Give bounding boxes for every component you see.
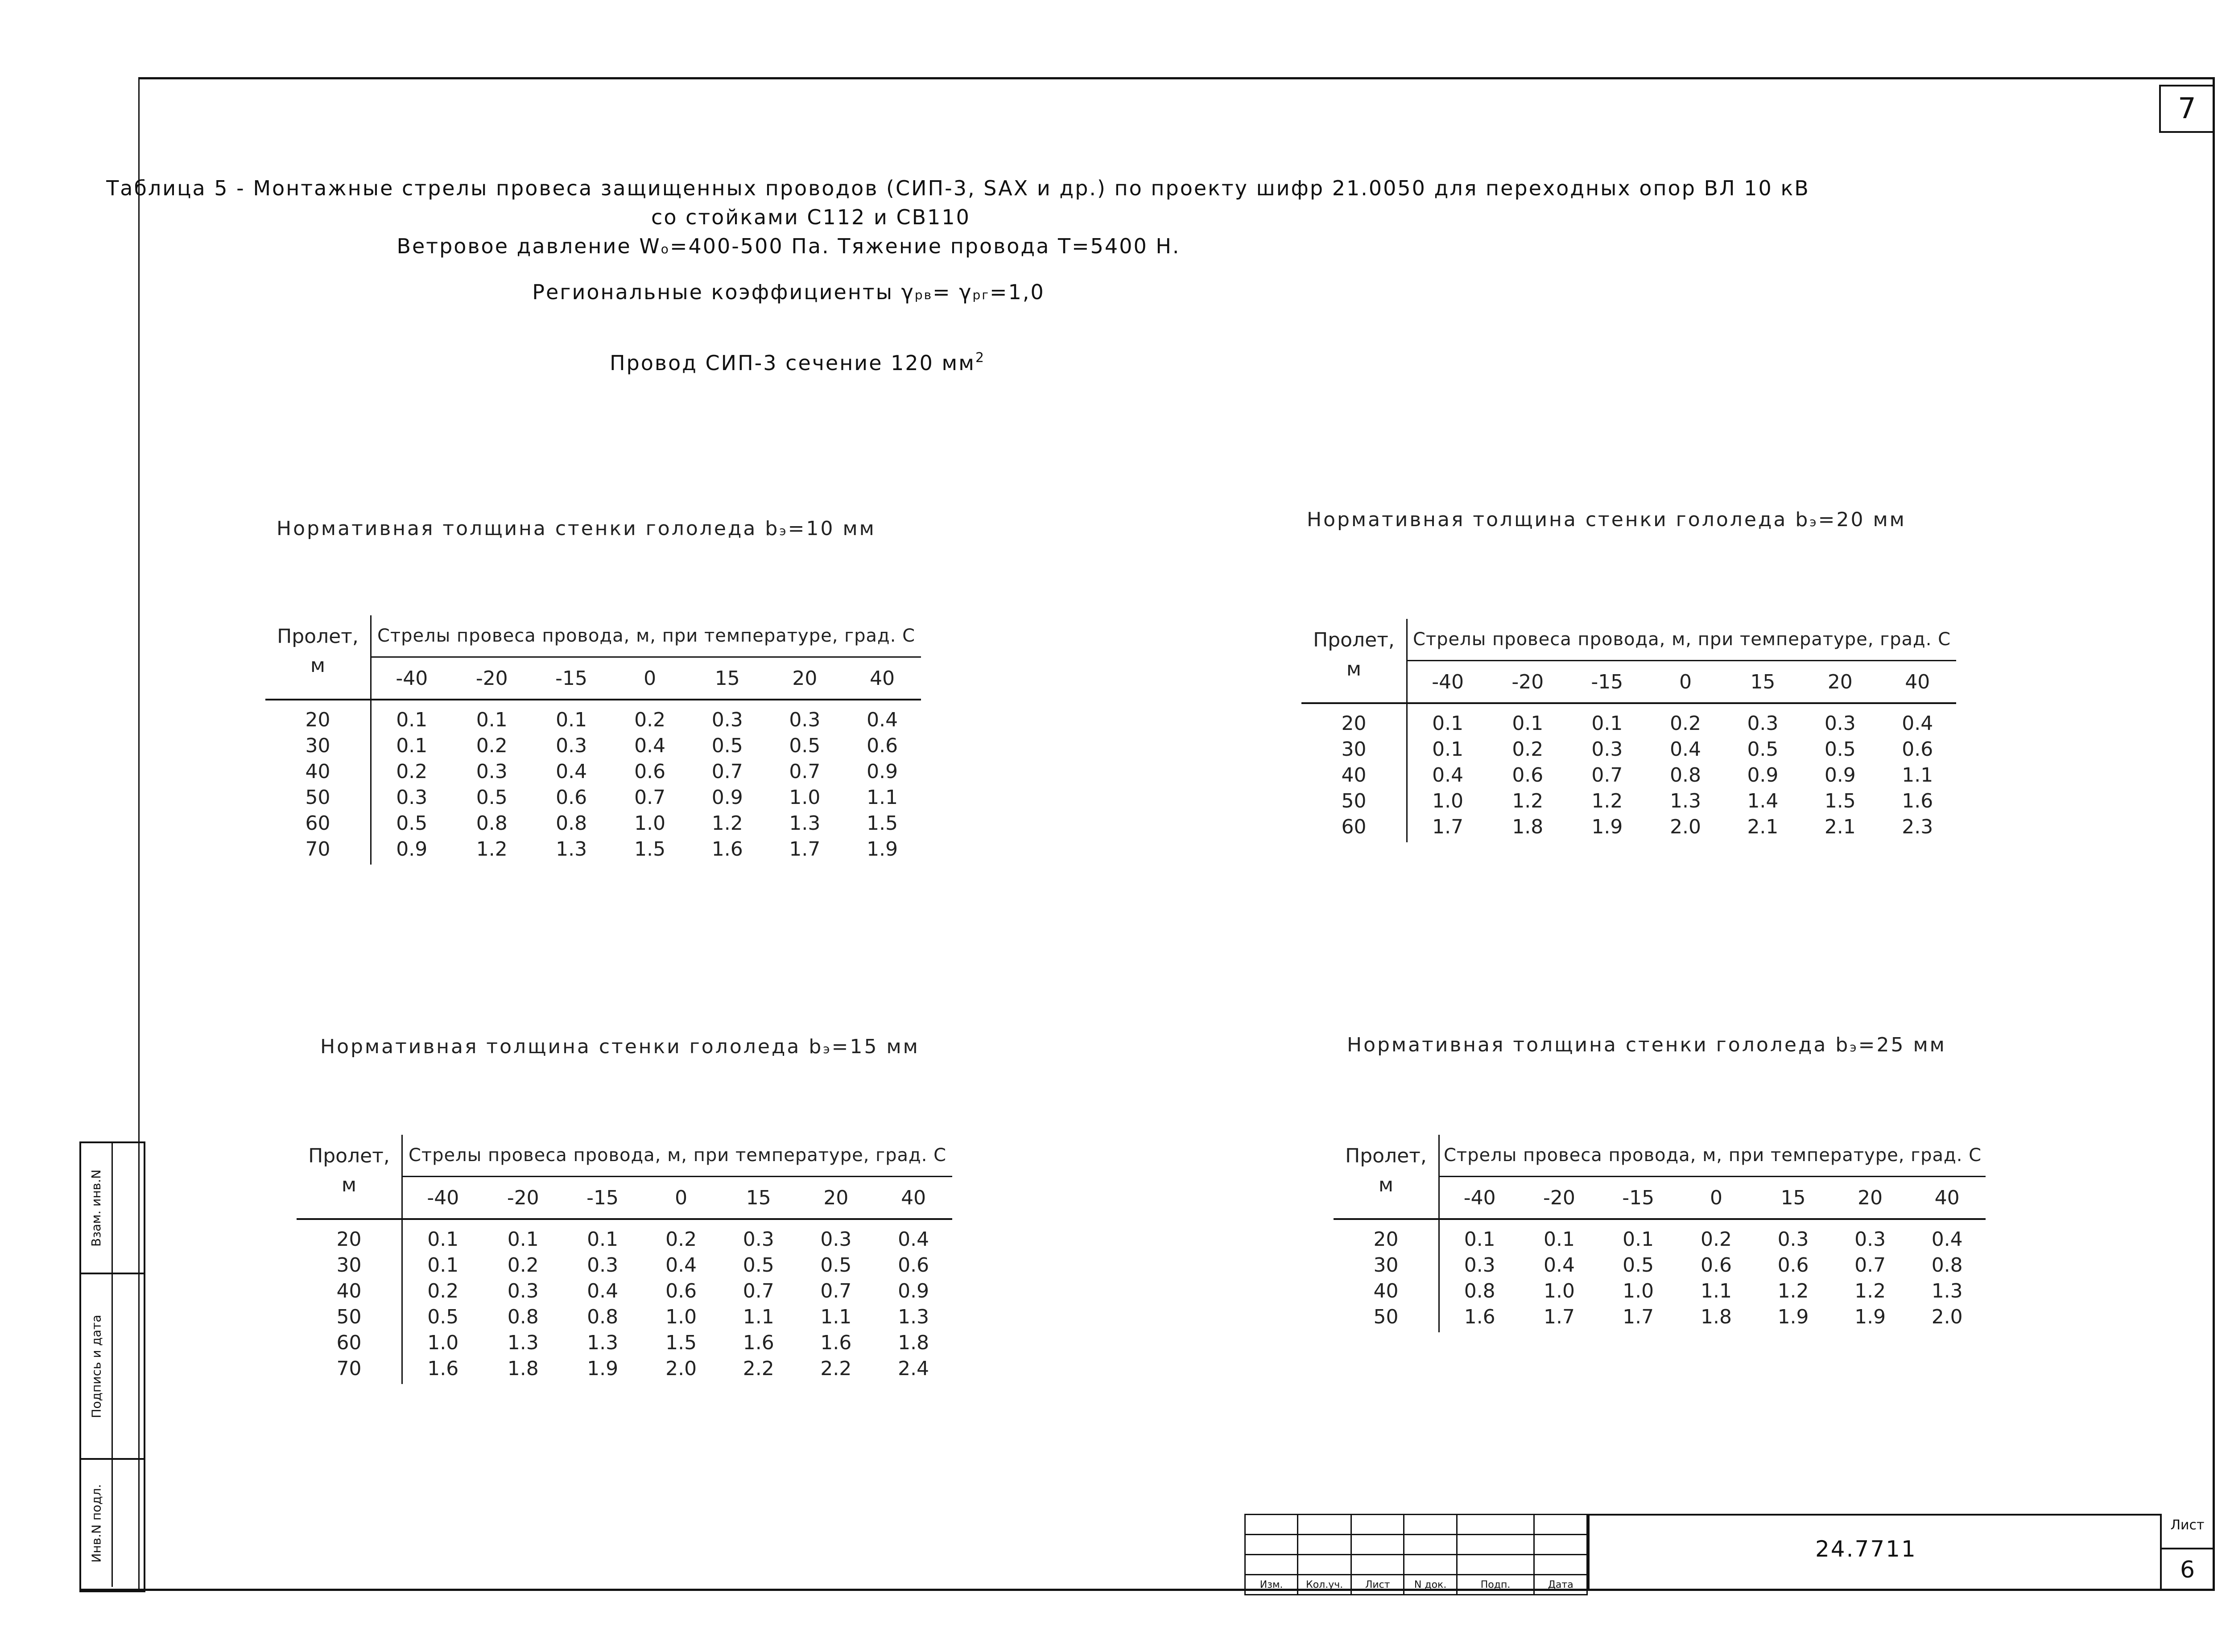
sag-value: 1.8 — [507, 1357, 539, 1380]
span-value: 40 — [265, 758, 371, 784]
span-header: Пролет, — [277, 625, 359, 648]
sag-value: 1.2 — [476, 837, 508, 861]
sag-value: 0.1 — [556, 708, 587, 731]
title-line-2: со стойками С112 и СВ110 — [651, 205, 970, 229]
sag-value: 0.3 — [476, 760, 508, 783]
sheet-label: Лист — [2170, 1517, 2205, 1533]
sag-value: 1.0 — [789, 786, 821, 809]
sag-value: 0.9 — [711, 786, 743, 809]
span-value: 70 — [265, 836, 371, 865]
regional-coef-line — [0, 280, 1916, 304]
sag-value: 1.9 — [1777, 1305, 1809, 1328]
temperature-header: 0 — [1647, 661, 1724, 704]
sag-value: 0.4 — [1543, 1253, 1575, 1277]
sag-value: 0.2 — [1701, 1228, 1732, 1251]
sag-value: 1.0 — [1543, 1279, 1575, 1302]
span-value: 40 — [1301, 762, 1407, 788]
sag-value: 1.1 — [867, 786, 898, 809]
sag-value: 0.2 — [427, 1279, 459, 1302]
sag-value: 0.4 — [1670, 737, 1701, 761]
table-row — [265, 733, 921, 758]
temperature-header: 20 — [766, 657, 844, 700]
sag-value: 2.2 — [820, 1357, 852, 1380]
sag-value: 0.1 — [1432, 712, 1464, 735]
temperature-header: -15 — [1567, 661, 1647, 704]
table-row — [1334, 1219, 1986, 1252]
sag-value: 1.3 — [507, 1331, 539, 1354]
sag-value: 1.7 — [789, 837, 821, 861]
span-unit: м — [1378, 1174, 1394, 1196]
sag-value: 0.1 — [427, 1228, 459, 1251]
temperature-header: -20 — [483, 1177, 563, 1219]
coef-sub-1: рв — [914, 288, 933, 302]
sag-value: 0.6 — [1701, 1253, 1732, 1277]
sag-value: 0.6 — [1512, 763, 1544, 787]
sag-value: 1.3 — [1931, 1279, 1963, 1302]
wind-sub: o — [661, 242, 670, 256]
sag-value: 2.2 — [743, 1357, 774, 1380]
sag-value: 1.9 — [1591, 815, 1623, 838]
sag-value: 2.0 — [665, 1357, 697, 1380]
span-value: 40 — [1334, 1278, 1439, 1304]
sag-value: 1.0 — [1623, 1279, 1654, 1302]
span-unit: м — [341, 1174, 357, 1196]
table-row — [1334, 1278, 1986, 1304]
title-line-1: Таблица 5 - Монтажные стрелы провеса защищенных проводов (СИП-3, SAX и др.) по проекту шифр 21.0050 для переходных опор ВЛ 10 кВ — [106, 176, 1810, 200]
table-row — [265, 758, 921, 784]
temperature-header: -20 — [452, 657, 532, 700]
sag-value: 1.3 — [789, 812, 821, 835]
sag-value: 0.7 — [1591, 763, 1623, 787]
sag-value: 0.9 — [867, 760, 898, 783]
sag-value: 0.3 — [507, 1279, 539, 1302]
temperature-header: 20 — [797, 1177, 875, 1219]
table-row — [297, 1219, 952, 1252]
temperature-header: 15 — [1755, 1177, 1832, 1219]
sag-value: 1.3 — [587, 1331, 619, 1354]
sag-table-20mm — [1301, 619, 1956, 842]
table-row — [265, 784, 921, 810]
sag-value: 0.1 — [1543, 1228, 1575, 1251]
sag-value: 0.9 — [396, 837, 428, 861]
sag-table-15mm — [297, 1135, 952, 1384]
caption-sub: э — [823, 1042, 832, 1056]
sag-value: 0.1 — [1623, 1228, 1654, 1251]
side-cell-inv-original — [81, 1460, 144, 1587]
caption-prefix: Нормативная толщина стенки гололеда b — [1307, 508, 1810, 531]
document-number: 24.7711 — [1815, 1536, 1917, 1562]
sag-value: 0.3 — [1464, 1253, 1495, 1277]
sag-value: 0.3 — [1854, 1228, 1886, 1251]
sag-value: 1.5 — [867, 812, 898, 835]
temperature-header: 40 — [1908, 1177, 1986, 1219]
temperature-header: -20 — [1488, 661, 1567, 704]
sag-value: 1.9 — [867, 837, 898, 861]
sag-table-10mm — [265, 615, 921, 865]
span-value: 50 — [1334, 1304, 1439, 1332]
sag-value: 0.5 — [1824, 737, 1856, 761]
table-caption-15mm — [320, 1035, 920, 1058]
sag-value: 1.6 — [427, 1357, 459, 1380]
sag-value: 0.3 — [820, 1228, 852, 1251]
sag-value: 0.6 — [1902, 737, 1933, 761]
sag-value: 1.7 — [1543, 1305, 1575, 1328]
table-row — [265, 836, 921, 865]
table-caption-20mm — [1307, 508, 1906, 531]
corner-page-number: 7 — [2159, 85, 2215, 133]
sag-value: 0.3 — [587, 1253, 619, 1277]
temperature-header: 0 — [611, 657, 689, 700]
wire-section-line — [0, 350, 1925, 375]
sag-value: 0.1 — [476, 708, 508, 731]
table-row — [297, 1304, 952, 1330]
sag-value: 0.4 — [634, 734, 666, 757]
sag-value: 1.3 — [556, 837, 587, 861]
temperature-header: -20 — [1520, 1177, 1598, 1219]
title-block-grid — [1244, 1514, 1588, 1595]
sag-value: 0.2 — [1512, 737, 1544, 761]
sag-value: 0.3 — [1824, 712, 1856, 735]
sag-value: 0.1 — [396, 708, 428, 731]
sag-value: 0.4 — [665, 1253, 697, 1277]
sag-header: Стрелы провеса провода, м, при температуре, град. С — [1439, 1135, 1986, 1177]
sag-value: 0.8 — [1670, 763, 1701, 787]
span-value: 30 — [1334, 1252, 1439, 1278]
sag-value: 0.3 — [743, 1228, 774, 1251]
span-header-cell — [297, 1135, 402, 1219]
sag-value: 0.5 — [476, 786, 508, 809]
sag-value: 0.1 — [507, 1228, 539, 1251]
sag-value: 2.1 — [1747, 815, 1779, 838]
sag-value: 1.8 — [1701, 1305, 1732, 1328]
temperature-header: 15 — [1724, 661, 1801, 704]
span-header-cell — [1334, 1135, 1439, 1219]
table-row — [265, 700, 921, 733]
sag-value: 0.8 — [507, 1305, 539, 1328]
temperature-header: 15 — [689, 657, 766, 700]
sag-value: 0.5 — [396, 812, 428, 835]
sag-value: 0.3 — [1747, 712, 1779, 735]
sag-value: 1.8 — [1512, 815, 1544, 838]
sag-value: 1.9 — [587, 1357, 619, 1380]
temperature-header: 15 — [720, 1177, 797, 1219]
coef-mid: = γ — [933, 280, 973, 304]
sag-value: 0.6 — [898, 1253, 929, 1277]
span-value: 50 — [297, 1304, 402, 1330]
sag-value: 1.1 — [1902, 763, 1933, 787]
wind-suffix: =400-500 Па. Тяжение провода Т=5400 Н. — [669, 234, 1181, 258]
sag-value: 1.8 — [898, 1331, 929, 1354]
temperature-header: -40 — [1439, 1177, 1520, 1219]
temperature-header: -15 — [563, 1177, 642, 1219]
table-caption-10mm — [277, 517, 876, 540]
table-row — [297, 1355, 952, 1384]
sag-value: 0.4 — [898, 1228, 929, 1251]
temperature-header: 40 — [1879, 661, 1957, 704]
sag-value: 0.8 — [587, 1305, 619, 1328]
sag-value: 0.4 — [587, 1279, 619, 1302]
table-row — [297, 1330, 952, 1355]
sag-value: 0.1 — [1512, 712, 1544, 735]
sag-header: Стрелы провеса провода, м, при температуре, град. С — [402, 1135, 953, 1177]
temperature-header: 0 — [1678, 1177, 1755, 1219]
span-header: Пролет, — [1345, 1145, 1427, 1167]
sag-value: 0.7 — [634, 786, 666, 809]
table-row — [1334, 1252, 1986, 1278]
span-value: 20 — [1301, 703, 1407, 736]
sag-value: 0.1 — [427, 1253, 459, 1277]
wind-pressure-line — [0, 234, 1916, 258]
sag-value: 1.2 — [1591, 789, 1623, 812]
span-value: 60 — [297, 1330, 402, 1355]
sag-value: 0.2 — [476, 734, 508, 757]
sag-header: Стрелы провеса провода, м, при температуре, град. С — [371, 615, 921, 657]
sag-value: 1.5 — [634, 837, 666, 861]
sag-value: 0.3 — [789, 708, 821, 731]
sag-table-25mm — [1334, 1135, 1986, 1332]
temperature-header: -40 — [402, 1177, 483, 1219]
sag-value: 0.5 — [743, 1253, 774, 1277]
side-label: Подпись и дата — [81, 1274, 113, 1458]
sag-value: 0.6 — [556, 786, 587, 809]
sag-value: 1.5 — [665, 1331, 697, 1354]
sag-value: 0.7 — [820, 1279, 852, 1302]
span-value: 20 — [297, 1219, 402, 1252]
sag-value: 0.4 — [1902, 712, 1933, 735]
sag-value: 0.8 — [556, 812, 587, 835]
table-row — [1301, 703, 1956, 736]
sag-value: 1.1 — [1701, 1279, 1732, 1302]
caption-sub: э — [779, 523, 788, 538]
side-cell-replace-inv — [81, 1143, 144, 1274]
sheet-box — [2160, 1514, 2213, 1589]
table-row — [297, 1278, 952, 1304]
sag-value: 1.4 — [1747, 789, 1779, 812]
wire-text: Провод СИП-3 сечение 120 мм — [609, 351, 975, 375]
span-header-cell — [265, 615, 371, 700]
sag-value: 2.1 — [1824, 815, 1856, 838]
sag-value: 0.2 — [1670, 712, 1701, 735]
sag-value: 1.0 — [665, 1305, 697, 1328]
caption-sub: э — [1850, 1040, 1858, 1055]
caption-suffix: =25 мм — [1858, 1034, 1946, 1056]
sag-value: 0.3 — [396, 786, 428, 809]
sag-value: 0.6 — [1777, 1253, 1809, 1277]
sag-value: 0.2 — [507, 1253, 539, 1277]
span-header: Пролет, — [1313, 629, 1395, 651]
temperature-header: -40 — [371, 657, 452, 700]
temperature-header: -15 — [1599, 1177, 1678, 1219]
side-label: Инв.N подл. — [81, 1460, 113, 1587]
caption-prefix: Нормативная толщина стенки гололеда b — [277, 517, 780, 540]
side-stamp-strip — [79, 1141, 145, 1592]
sag-value: 0.1 — [1464, 1228, 1495, 1251]
title-block-column-label: Дата — [1534, 1575, 1587, 1595]
span-value: 40 — [297, 1278, 402, 1304]
table-row — [297, 1252, 952, 1278]
table-row — [265, 810, 921, 836]
sag-value: 0.2 — [665, 1228, 697, 1251]
title-block-column-label: Лист — [1351, 1575, 1404, 1595]
side-label: Взам. инв.N — [81, 1143, 113, 1273]
caption-suffix: =10 мм — [788, 517, 876, 540]
sheet-number: 6 — [2162, 1548, 2213, 1590]
title-block-column-label: Подп. — [1457, 1575, 1534, 1595]
title-block-column-label: N док. — [1404, 1575, 1457, 1595]
caption-prefix: Нормативная толщина стенки гололеда b — [320, 1035, 823, 1058]
sag-value: 0.5 — [427, 1305, 459, 1328]
sag-value: 0.4 — [1931, 1228, 1963, 1251]
sag-value: 2.0 — [1931, 1305, 1963, 1328]
span-value: 20 — [1334, 1219, 1439, 1252]
sag-value: 0.1 — [1591, 712, 1623, 735]
table-row — [1301, 762, 1956, 788]
sag-value: 0.7 — [1854, 1253, 1886, 1277]
sag-value: 1.1 — [820, 1305, 852, 1328]
temperature-header: 40 — [875, 1177, 952, 1219]
coef-suffix: =1,0 — [990, 280, 1045, 304]
sag-value: 0.6 — [634, 760, 666, 783]
span-value: 50 — [1301, 788, 1407, 814]
coef-sub-2: рг — [972, 288, 990, 302]
sag-value: 1.0 — [427, 1331, 459, 1354]
sag-value: 0.6 — [665, 1279, 697, 1302]
sag-value: 1.5 — [1824, 789, 1856, 812]
wind-prefix: Ветровое давление W — [396, 234, 661, 258]
caption-suffix: =20 мм — [1818, 508, 1906, 531]
span-unit: м — [310, 654, 326, 677]
sag-value: 1.9 — [1854, 1305, 1886, 1328]
table-row — [1301, 814, 1956, 842]
sag-value: 1.3 — [1670, 789, 1701, 812]
sag-value: 0.2 — [396, 760, 428, 783]
sag-value: 0.3 — [556, 734, 587, 757]
sag-value: 1.3 — [898, 1305, 929, 1328]
span-value: 30 — [1301, 736, 1407, 762]
span-value: 70 — [297, 1355, 402, 1384]
sag-value: 1.2 — [1777, 1279, 1809, 1302]
title-block-column-label: Кол.уч. — [1298, 1575, 1351, 1595]
temperature-header: -40 — [1407, 661, 1488, 704]
sag-value: 0.1 — [587, 1228, 619, 1251]
sag-value: 1.6 — [1902, 789, 1933, 812]
sag-value: 2.0 — [1670, 815, 1701, 838]
sag-value: 0.9 — [898, 1279, 929, 1302]
sag-value: 0.1 — [1432, 737, 1464, 761]
sag-value: 1.6 — [711, 837, 743, 861]
table-row — [1301, 736, 1956, 762]
sag-value: 2.3 — [1902, 815, 1933, 838]
title-block-column-label: Изм. — [1245, 1575, 1298, 1595]
sag-value: 0.7 — [789, 760, 821, 783]
span-value: 20 — [265, 700, 371, 733]
span-header: Пролет, — [308, 1145, 390, 1167]
sag-value: 0.5 — [1623, 1253, 1654, 1277]
span-header-cell — [1301, 619, 1407, 703]
sag-value: 1.6 — [820, 1331, 852, 1354]
sag-value: 1.0 — [634, 812, 666, 835]
span-value: 60 — [265, 810, 371, 836]
sag-value: 0.7 — [743, 1279, 774, 1302]
sag-value: 0.4 — [1432, 763, 1464, 787]
sag-value: 0.8 — [476, 812, 508, 835]
sag-value: 0.3 — [1777, 1228, 1809, 1251]
sag-value: 0.3 — [711, 708, 743, 731]
caption-sub: э — [1809, 515, 1818, 529]
side-cell-signature — [81, 1274, 144, 1460]
sag-value: 0.6 — [867, 734, 898, 757]
sag-value: 1.1 — [743, 1305, 774, 1328]
sag-value: 0.7 — [711, 760, 743, 783]
table-row — [1301, 788, 1956, 814]
table-row — [1334, 1304, 1986, 1332]
span-value: 60 — [1301, 814, 1407, 842]
sag-value: 0.8 — [1931, 1253, 1963, 1277]
span-value: 50 — [265, 784, 371, 810]
sag-value: 1.7 — [1432, 815, 1464, 838]
sag-header: Стрелы провеса провода, м, при температуре, град. С — [1407, 619, 1957, 661]
table-caption-25mm — [1347, 1034, 1946, 1056]
sag-value: 0.1 — [396, 734, 428, 757]
span-value: 30 — [297, 1252, 402, 1278]
sag-value: 0.5 — [820, 1253, 852, 1277]
sag-value: 1.7 — [1623, 1305, 1654, 1328]
coef-prefix: Региональные коэффициенты γ — [532, 280, 915, 304]
temperature-header: 20 — [1801, 661, 1879, 704]
sag-value: 0.8 — [1464, 1279, 1495, 1302]
sag-value: 0.5 — [711, 734, 743, 757]
span-value: 30 — [265, 733, 371, 758]
sag-value: 0.3 — [1591, 737, 1623, 761]
sag-value: 1.6 — [1464, 1305, 1495, 1328]
sag-value: 2.4 — [898, 1357, 929, 1380]
span-unit: м — [1346, 658, 1362, 680]
temperature-header: -15 — [532, 657, 611, 700]
caption-suffix: =15 мм — [831, 1035, 920, 1058]
sag-value: 1.0 — [1432, 789, 1464, 812]
sag-value: 0.4 — [556, 760, 587, 783]
sag-value: 0.2 — [634, 708, 666, 731]
sag-value: 1.2 — [711, 812, 743, 835]
sag-value: 0.9 — [1824, 763, 1856, 787]
temperature-header: 20 — [1832, 1177, 1909, 1219]
sag-value: 0.4 — [867, 708, 898, 731]
sag-value: 0.5 — [1747, 737, 1779, 761]
wire-sup: 2 — [975, 350, 986, 366]
temperature-header: 40 — [843, 657, 921, 700]
sag-value: 1.2 — [1512, 789, 1544, 812]
sag-value: 0.5 — [789, 734, 821, 757]
sag-value: 1.2 — [1854, 1279, 1886, 1302]
sag-value: 0.9 — [1747, 763, 1779, 787]
temperature-header: 0 — [642, 1177, 720, 1219]
caption-prefix: Нормативная толщина стенки гололеда b — [1347, 1034, 1850, 1056]
sag-value: 1.6 — [743, 1331, 774, 1354]
